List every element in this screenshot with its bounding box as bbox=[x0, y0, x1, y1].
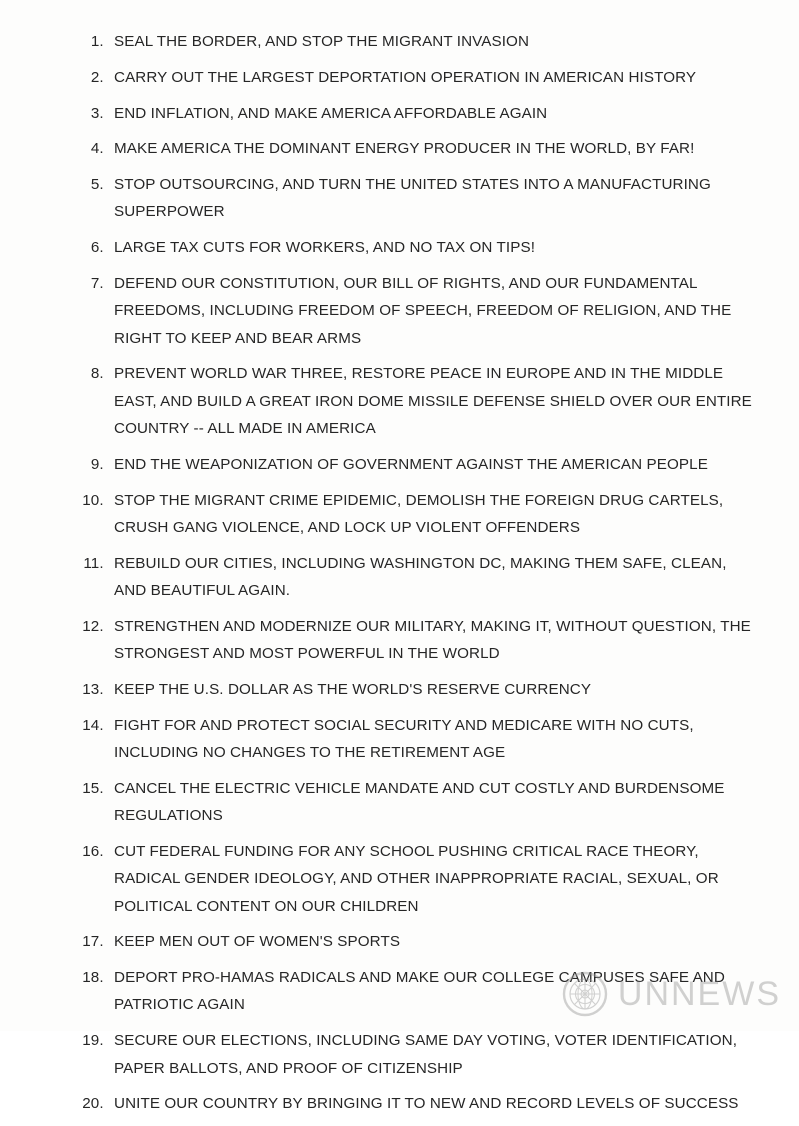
list-item bbox=[108, 838, 759, 920]
platform-list-container bbox=[58, 28, 759, 1126]
list-item-text: 20. UNITE OUR COUNTRY BY BRINGING IT TO NEW AND RECORD LEVELS OF SUCCESS bbox=[114, 1095, 739, 1113]
list-item-text: 15. CANCEL THE ELECTRIC VEHICLE MANDATE AND CUT COSTLY AND BURDENSOME REGULATIONS bbox=[114, 779, 725, 825]
platform-ordered-list bbox=[58, 28, 759, 1118]
list-item-text: 8. PREVENT WORLD WAR THREE, RESTORE PEACE IN EUROPE AND IN THE MIDDLE EAST, AND BUILD A GREAT IRON DOME MISSILE DEFENSE SHIELD OVER OUR ENTIRE COUNTRY -- ALL MADE IN AMERICA bbox=[114, 365, 752, 438]
list-item-text: 3. END INFLATION, AND MAKE AMERICA AFFORDABLE AGAIN bbox=[114, 104, 548, 122]
list-item bbox=[108, 1090, 759, 1117]
list-item-text: 13. KEEP THE U.S. DOLLAR AS THE WORLD'S RESERVE CURRENCY bbox=[114, 680, 592, 698]
list-item bbox=[108, 676, 759, 703]
list-item bbox=[108, 270, 759, 352]
list-item-text: 1. SEAL THE BORDER, AND STOP THE MIGRANT INVASION bbox=[114, 33, 530, 50]
list-item bbox=[108, 1027, 759, 1082]
list-item-text: 4. MAKE AMERICA THE DOMINANT ENERGY PRODUCER IN THE WORLD, BY FAR! bbox=[114, 140, 695, 158]
list-item-text: 16. CUT FEDERAL FUNDING FOR ANY SCHOOL PUSHING CRITICAL RACE THEORY, RADICAL GENDER IDEOLOGY, AND OTHER INAPPROPRIATE RACIAL, SEXUAL, OR POLITICAL CONTENT ON OUR CHILDREN bbox=[114, 842, 719, 915]
list-item bbox=[108, 613, 759, 668]
list-item-text: 14. FIGHT FOR AND PROTECT SOCIAL SECURITY AND MEDICARE WITH NO CUTS, INCLUDING NO CHANGES TO THE RETIREMENT AGE bbox=[114, 716, 694, 762]
list-item bbox=[108, 451, 759, 478]
list-item-text: 9. END THE WEAPONIZATION OF GOVERNMENT AGAINST THE AMERICAN PEOPLE bbox=[114, 455, 708, 473]
list-item bbox=[108, 550, 759, 605]
list-item-text: 18. DEPORT PRO-HAMAS RADICALS AND MAKE OUR COLLEGE CAMPUSES SAFE AND PATRIOTIC AGAIN bbox=[114, 969, 725, 1014]
list-item bbox=[108, 712, 759, 767]
list-item bbox=[108, 928, 759, 955]
list-item bbox=[108, 171, 759, 226]
list-item-text: 5. STOP OUTSOURCING, AND TURN THE UNITED STATES INTO A MANUFACTURING SUPERPOWER bbox=[114, 176, 711, 221]
list-item-text: 10. STOP THE MIGRANT CRIME EPIDEMIC, DEMOLISH THE FOREIGN DRUG CARTELS, CRUSH GANG VIOLENCE, AND LOCK UP VIOLENT OFFENDERS bbox=[114, 491, 724, 536]
list-item bbox=[108, 360, 759, 442]
list-item-text: 6. LARGE TAX CUTS FOR WORKERS, AND NO TAX ON TIPS! bbox=[114, 239, 536, 257]
list-item-text: 7. DEFEND OUR CONSTITUTION, OUR BILL OF RIGHTS, AND OUR FUNDAMENTAL FREEDOMS, INCLUDING FREEDOM OF SPEECH, FREEDOM OF RELIGION, AND THE RIGHT TO KEEP AND BEAR ARMS bbox=[114, 275, 732, 347]
list-item-text: 2. CARRY OUT THE LARGEST DEPORTATION OPERATION IN AMERICAN HISTORY bbox=[114, 68, 697, 86]
list-item-text: 12. STRENGTHEN AND MODERNIZE OUR MILITARY, MAKING IT, WITHOUT QUESTION, THE STRONGEST AND MOST POWERFUL IN THE WORLD bbox=[114, 617, 751, 663]
list-item bbox=[108, 135, 759, 162]
un-emblem-icon bbox=[562, 971, 608, 1017]
list-item bbox=[108, 28, 759, 55]
list-item-text: 19. SECURE OUR ELECTIONS, INCLUDING SAME DAY VOTING, VOTER IDENTIFICATION, PAPER BALLOTS, AND PROOF OF CITIZENSHIP bbox=[114, 1032, 738, 1077]
list-item bbox=[108, 64, 759, 91]
watermark-text: UNNEWS bbox=[617, 974, 781, 1013]
watermark bbox=[562, 971, 781, 1017]
list-item-text: 17. KEEP MEN OUT OF WOMEN'S SPORTS bbox=[114, 933, 401, 951]
list-item bbox=[108, 775, 759, 830]
list-item bbox=[108, 100, 759, 127]
list-item bbox=[108, 487, 759, 542]
list-item bbox=[108, 234, 759, 261]
list-item-text: 11. REBUILD OUR CITIES, INCLUDING WASHINGTON DC, MAKING THEM SAFE, CLEAN, AND BEAUTIFUL AGAIN. bbox=[114, 554, 727, 600]
